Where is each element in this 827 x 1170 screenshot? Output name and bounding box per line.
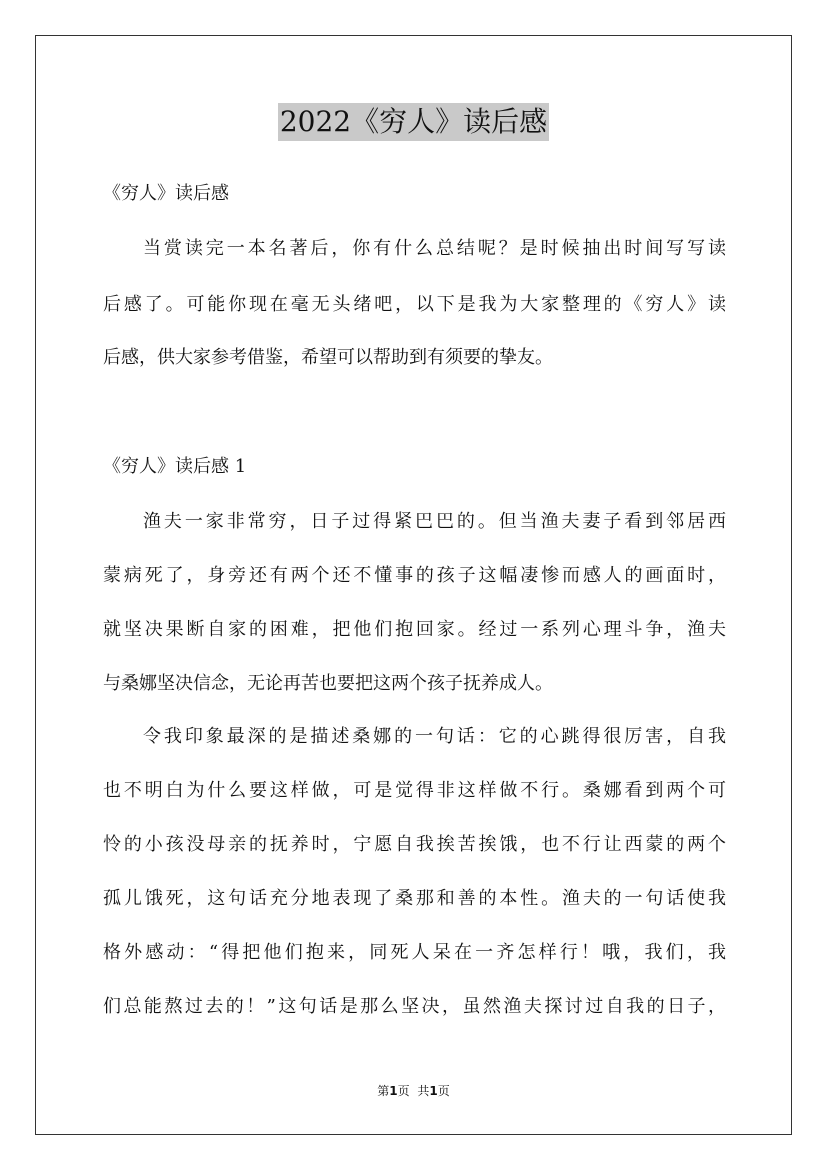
page-footer	[0, 1083, 827, 1099]
footer-total-prefix: 共	[417, 1084, 430, 1098]
document-title: 2022《穷人》读后感	[278, 103, 549, 141]
footer-total-suffix: 页	[437, 1084, 450, 1098]
paragraph-line: 孤儿饿死，这句话充分地表现了桑那和善的本性。渔夫的一句话使我	[103, 888, 726, 909]
intro-line: 后感了。可能你现在毫无头绪吧，以下是我为大家整理的《穷人》读	[103, 294, 726, 315]
paragraph-line: 蒙病死了，身旁还有两个还不懂事的孩子这幅凄惨而感人的画面时，	[103, 565, 726, 586]
footer-page-prefix: 第	[377, 1084, 390, 1098]
footer-page-number: 1	[389, 1084, 398, 1098]
intro-line: 当赏读完一本名著后，你有什么总结呢？是时候抽出时间写写读	[143, 238, 726, 259]
paragraph-line: 也不明白为什么要这样做，可是觉得非这样做不行。桑娜看到两个可	[103, 780, 726, 801]
paragraph-line: 就坚决果断自家的困难，把他们抱回家。经过一系列心理斗争，渔夫	[103, 619, 726, 640]
section-heading: 《穷人》读后感 1	[103, 456, 247, 477]
footer-total-number: 1	[429, 1084, 438, 1098]
document-subtitle: 《穷人》读后感	[103, 183, 229, 204]
paragraph-line: 格外感动：“得把他们抱来，同死人呆在一齐怎样行！哦，我们，我	[103, 942, 726, 963]
paragraph-line: 怜的小孩没母亲的抚养时，宁愿自我挨苦挨饿，也不行让西蒙的两个	[103, 834, 726, 855]
intro-line: 后感，供大家参考借鉴，希望可以帮助到有须要的挚友。	[103, 347, 553, 368]
paragraph-line: 们总能熬过去的！”这句话是那么坚决，虽然渔夫探讨过自我的日子，	[103, 996, 726, 1017]
paragraph-line: 渔夫一家非常穷，日子过得紧巴巴的。但当渔夫妻子看到邻居西	[143, 511, 726, 532]
footer-page-suffix: 页	[397, 1084, 410, 1098]
paragraph-line: 与桑娜坚决信念，无论再苦也要把这两个孩子抚养成人。	[103, 673, 553, 694]
paragraph-line: 令我印象最深的是描述桑娜的一句话：它的心跳得很厉害，自我	[143, 726, 726, 747]
title-wrap	[0, 103, 827, 141]
